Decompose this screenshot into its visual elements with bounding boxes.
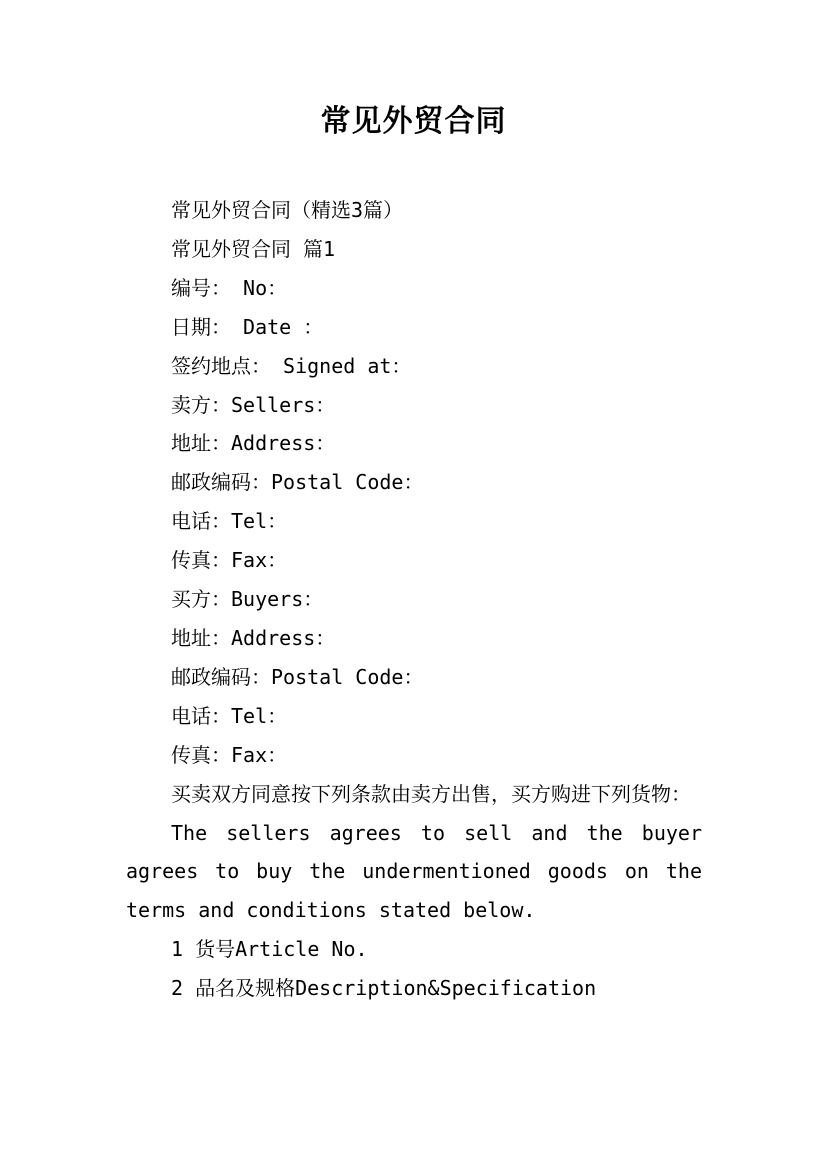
contract-number-field: 编号： No： — [171, 275, 288, 300]
clause-article-no: 1 货号Article No. — [171, 937, 368, 962]
buyer-postal-code-field: 邮政编码：Postal Code： — [171, 664, 424, 689]
buyer-tel-field: 电话：Tel： — [171, 703, 288, 728]
agreement-paragraph-en: The sellers agrees to sell and the buyer agrees to buy the undermentioned goods on the terms and conditions stated below. — [126, 820, 702, 923]
document-title: 常见外贸合同 — [320, 104, 507, 139]
seller-postal-code-field: 邮政编码：Postal Code： — [171, 470, 424, 495]
agreement-paragraph-cn: 买卖双方同意按下列条款由卖方出售，买方购进下列货物： — [171, 781, 691, 806]
seller-fax-field: 传真：Fax： — [171, 548, 288, 573]
buyer-field: 买方：Buyers： — [171, 587, 324, 612]
clause-description: 2 品名及规格Description&Specification — [171, 976, 597, 1001]
section-heading: 常见外贸合同 篇1 — [171, 236, 336, 261]
buyer-address-field: 地址：Address： — [171, 625, 336, 650]
date-field: 日期： Date ： — [171, 314, 324, 339]
subtitle-line: 常见外贸合同（精选3篇） — [171, 198, 404, 222]
seller-field: 卖方：Sellers： — [171, 392, 336, 417]
seller-tel-field: 电话：Tel： — [171, 509, 288, 534]
signing-place-field: 签约地点： Signed at： — [171, 353, 412, 378]
seller-address-field: 地址：Address： — [171, 431, 336, 456]
document-body — [126, 191, 702, 1008]
buyer-fax-field: 传真：Fax： — [171, 742, 288, 767]
